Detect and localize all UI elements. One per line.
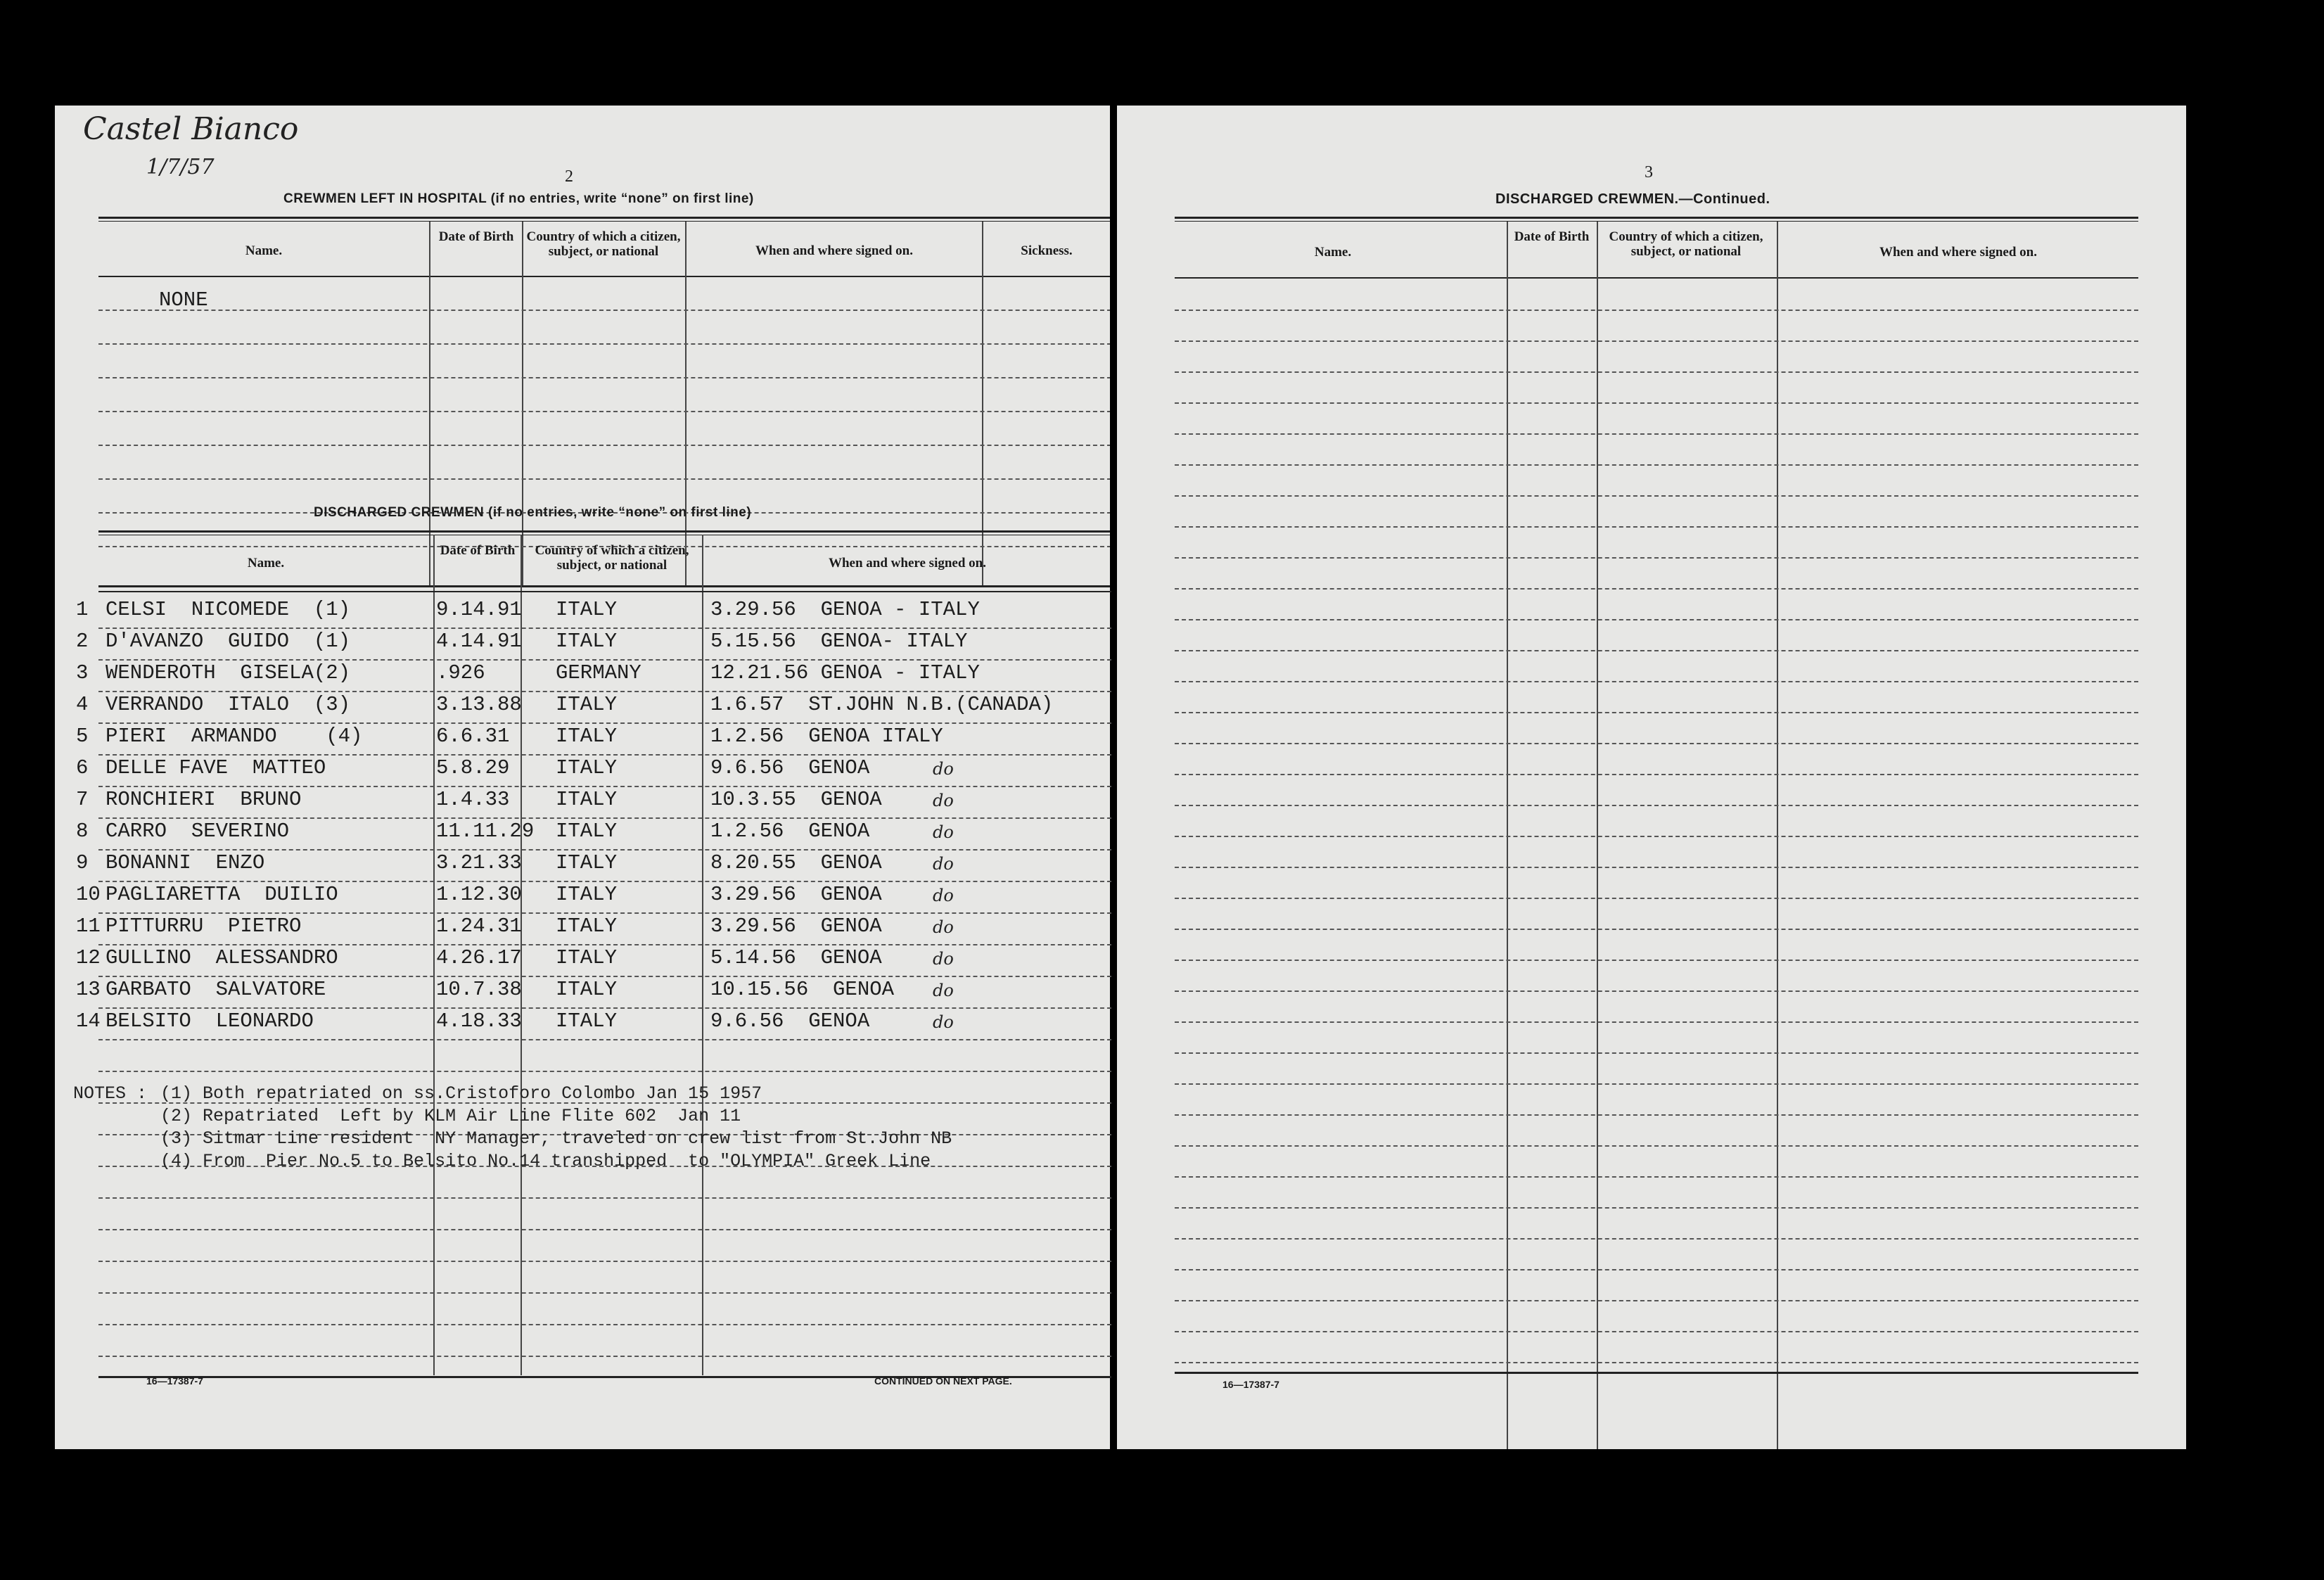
row-rule — [98, 659, 1111, 661]
row-rule — [98, 1356, 1111, 1357]
row-number: 5 — [76, 725, 89, 748]
crewman-name: CARRO SEVERINO — [106, 820, 290, 843]
page-number: 2 — [565, 167, 573, 186]
row-number: 10 — [76, 883, 101, 906]
row-rule — [98, 817, 1111, 819]
crewman-dob: 1.12.30 — [436, 883, 522, 906]
row-rule — [1175, 619, 2138, 620]
notes-label: NOTES : — [73, 1083, 148, 1104]
crewman-signed-on: 8.20.55 GENOA — [710, 851, 882, 874]
row-rule — [1175, 1269, 2138, 1270]
right-col-name: Name. — [1314, 245, 1352, 260]
discharged-col-country: Country of which a citizen, subject, or national — [535, 543, 689, 573]
crewman-name: BONANNI ENZO — [106, 851, 265, 874]
crewman-name: PIERI ARMANDO (4) — [106, 725, 363, 748]
row-rule — [1175, 1207, 2138, 1209]
row-number: 8 — [76, 820, 89, 843]
row-number: 9 — [76, 851, 89, 874]
discharged-col-name: Name. — [247, 556, 285, 571]
row-number: 2 — [76, 630, 89, 653]
row-rule — [1175, 464, 2138, 466]
crewman-signed-on: 5.15.56 GENOA- ITALY — [710, 630, 968, 653]
row-rule — [1175, 1331, 2138, 1332]
row-rule — [98, 691, 1111, 692]
row-rule — [98, 849, 1111, 850]
hospital-col-sickness: Sickness. — [1021, 243, 1073, 258]
crewman-name: D'AVANZO GUIDO (1) — [106, 630, 351, 653]
crewman-dob: 11.11.29 — [436, 820, 535, 843]
discharged-col-signed: When and where signed on. — [828, 556, 986, 571]
crewman-signed-on: 12.21.56 GENOA - ITALY — [710, 661, 980, 684]
hospital-col-name: Name. — [245, 243, 283, 258]
row-rule — [1175, 340, 2138, 342]
note-4: (4) From Pier No.5 to Belsito No.14 transhipped to "OLYMPIA" Greek Line — [160, 1151, 931, 1171]
crewman-name: CELSI NICOMEDE (1) — [106, 598, 351, 621]
row-rule — [1175, 557, 2138, 559]
crewman-dob: 1.24.31 — [436, 915, 522, 938]
discharged-table — [55, 106, 1110, 1449]
crewman-dob: 6.6.31 — [436, 725, 510, 748]
row-rule — [98, 786, 1111, 787]
handwritten-ship-name: Castel Bianco — [83, 111, 299, 147]
crewman-name: PAGLIARETTA DUILIO — [106, 883, 338, 906]
crewman-dob: 4.26.17 — [436, 946, 522, 969]
crewman-country: ITALY — [556, 598, 618, 621]
crewman-country: ITALY — [556, 1009, 618, 1033]
form-number-left: 16—17387-7 — [146, 1375, 203, 1387]
ditto-mark: do — [933, 917, 954, 937]
crewman-signed-on: 1.2.56 GENOA ITALY — [710, 725, 943, 748]
crewman-name: GARBATO SALVATORE — [106, 978, 326, 1001]
crewman-dob: 1.4.33 — [436, 788, 510, 811]
note-3: (3) Sitmar Line resident NY Manager, traveled on crew list from St.John NB — [160, 1128, 952, 1149]
right-col-dob: Date of Birth — [1514, 229, 1590, 244]
row-rule — [98, 881, 1111, 882]
row-number: 11 — [76, 915, 101, 938]
row-rule — [1175, 1083, 2138, 1085]
row-rule — [98, 722, 1111, 724]
crewman-country: ITALY — [556, 820, 618, 843]
ditto-mark: do — [933, 981, 954, 1000]
row-rule — [98, 1071, 1111, 1072]
ditto-mark: do — [933, 854, 954, 874]
row-number: 7 — [76, 788, 89, 811]
crewman-name: RONCHIERI BRUNO — [106, 788, 302, 811]
row-rule — [98, 1007, 1111, 1009]
hospital-col-dob: Date of Birth — [438, 229, 514, 244]
crewman-dob: 3.21.33 — [436, 851, 522, 874]
row-rule — [98, 1261, 1111, 1262]
crewman-signed-on: 10.15.56 GENOA — [710, 978, 895, 1001]
row-rule — [1175, 1362, 2138, 1363]
hospital-col-signed: When and where signed on. — [755, 243, 913, 258]
form-number-right: 16—17387-7 — [1222, 1379, 1279, 1390]
crewman-country: ITALY — [556, 883, 618, 906]
crewman-dob: 5.8.29 — [436, 756, 510, 779]
hospital-entry: NONE — [159, 288, 208, 312]
row-rule — [1175, 650, 2138, 651]
row-rule — [1175, 1145, 2138, 1147]
handwritten-date: 1/7/57 — [146, 155, 215, 179]
row-number: 6 — [76, 756, 89, 779]
row-rule — [98, 1229, 1111, 1230]
crewman-country: ITALY — [556, 915, 618, 938]
row-rule — [98, 1292, 1111, 1294]
ditto-mark: do — [933, 1012, 954, 1032]
crewman-dob: 10.7.38 — [436, 978, 522, 1001]
row-number: 1 — [76, 598, 89, 621]
row-rule — [1175, 990, 2138, 992]
ditto-mark: do — [933, 759, 954, 779]
row-rule — [98, 1039, 1111, 1040]
row-rule — [98, 976, 1111, 977]
crewman-name: VERRANDO ITALO (3) — [106, 693, 351, 716]
discharged-section-title: DISCHARGED CREWMEN (if no entries, write “none” on first line) — [314, 505, 752, 520]
crewman-signed-on: 3.29.56 GENOA - ITALY — [710, 598, 980, 621]
row-rule — [1175, 588, 2138, 590]
crewman-dob: 9.14.91 — [436, 598, 522, 621]
crewman-country: ITALY — [556, 946, 618, 969]
crewman-signed-on: 1.2.56 GENOA — [710, 820, 870, 843]
crewman-signed-on: 5.14.56 GENOA — [710, 946, 882, 969]
row-rule — [1175, 310, 2138, 311]
row-rule — [1175, 929, 2138, 930]
hospital-section-title: CREWMEN LEFT IN HOSPITAL (if no entries, write “none” on first line) — [283, 191, 754, 206]
right-col-signed: When and where signed on. — [1879, 245, 2037, 260]
row-rule — [1175, 1176, 2138, 1178]
crewman-name: DELLE FAVE MATTEO — [106, 756, 326, 779]
page-number-right: 3 — [1645, 163, 1653, 181]
crewman-signed-on: 1.6.57 ST.JOHN N.B.(CANADA) — [710, 693, 1054, 716]
crewman-country: GERMANY — [556, 661, 641, 684]
crewman-name: PITTURRU PIETRO — [106, 915, 302, 938]
crewman-name: WENDEROTH GISELA(2) — [106, 661, 351, 684]
crewman-dob: 3.13.88 — [436, 693, 522, 716]
row-rule — [1175, 371, 2138, 373]
row-number: 13 — [76, 978, 101, 1001]
row-rule — [98, 1197, 1111, 1199]
crewman-country: ITALY — [556, 978, 618, 1001]
row-rule — [1175, 433, 2138, 435]
row-rule — [1175, 743, 2138, 744]
continued-note: CONTINUED ON NEXT PAGE. — [874, 1375, 1012, 1387]
row-rule — [98, 912, 1111, 914]
row-rule — [98, 1324, 1111, 1325]
crewman-country: ITALY — [556, 725, 618, 748]
note-1: (1) Both repatriated on ss.Cristoforo Colombo Jan 15 1957 — [160, 1083, 762, 1104]
row-rule — [1175, 1114, 2138, 1116]
crewman-signed-on: 9.6.56 GENOA — [710, 756, 870, 779]
row-number: 14 — [76, 1009, 101, 1033]
crewman-signed-on: 3.29.56 GENOA — [710, 915, 882, 938]
row-rule — [1175, 1300, 2138, 1301]
row-rule — [1175, 836, 2138, 837]
crewman-signed-on: 9.6.56 GENOA — [710, 1009, 870, 1033]
row-number: 4 — [76, 693, 89, 716]
note-2: (2) Repatriated Left by KLM Air Line Flite 602 Jan 11 — [160, 1106, 741, 1126]
ditto-mark: do — [933, 886, 954, 905]
right-col-country: Country of which a citizen, subject, or national — [1609, 229, 1763, 259]
row-rule — [1175, 495, 2138, 497]
row-rule — [1175, 960, 2138, 961]
crewman-signed-on: 10.3.55 GENOA — [710, 788, 882, 811]
crewman-dob: 4.18.33 — [436, 1009, 522, 1033]
crewman-country: ITALY — [556, 788, 618, 811]
crewman-dob: 4.14.91 — [436, 630, 522, 653]
crewman-country: ITALY — [556, 630, 618, 653]
row-rule — [1175, 681, 2138, 682]
discharged-col-dob: Date of Birth — [440, 543, 516, 558]
crewman-country: ITALY — [556, 851, 618, 874]
row-rule — [98, 627, 1111, 629]
ditto-mark: do — [933, 791, 954, 810]
row-rule — [1175, 867, 2138, 868]
row-rule — [1175, 774, 2138, 775]
row-rule — [1175, 1238, 2138, 1240]
hospital-col-country: Country of which a citizen, subject, or national — [526, 229, 681, 259]
row-rule — [1175, 1021, 2138, 1023]
row-rule — [1175, 1052, 2138, 1054]
row-rule — [1175, 712, 2138, 713]
ditto-mark: do — [933, 949, 954, 969]
right-page — [1117, 106, 2186, 1449]
crewman-signed-on: 3.29.56 GENOA — [710, 883, 882, 906]
row-number: 3 — [76, 661, 89, 684]
crewman-country: ITALY — [556, 756, 618, 779]
crewman-country: ITALY — [556, 693, 618, 716]
row-number: 12 — [76, 946, 101, 969]
crewman-dob: .926 — [436, 661, 485, 684]
row-rule — [1175, 805, 2138, 806]
row-rule — [98, 944, 1111, 945]
row-rule — [98, 754, 1111, 756]
right-section-title: DISCHARGED CREWMEN.—Continued. — [1495, 191, 1770, 207]
ditto-mark: do — [933, 822, 954, 842]
crewman-name: BELSITO LEONARDO — [106, 1009, 314, 1033]
crewman-name: GULLINO ALESSANDRO — [106, 946, 338, 969]
row-rule — [1175, 526, 2138, 528]
row-rule — [1175, 402, 2138, 404]
row-rule — [1175, 898, 2138, 899]
